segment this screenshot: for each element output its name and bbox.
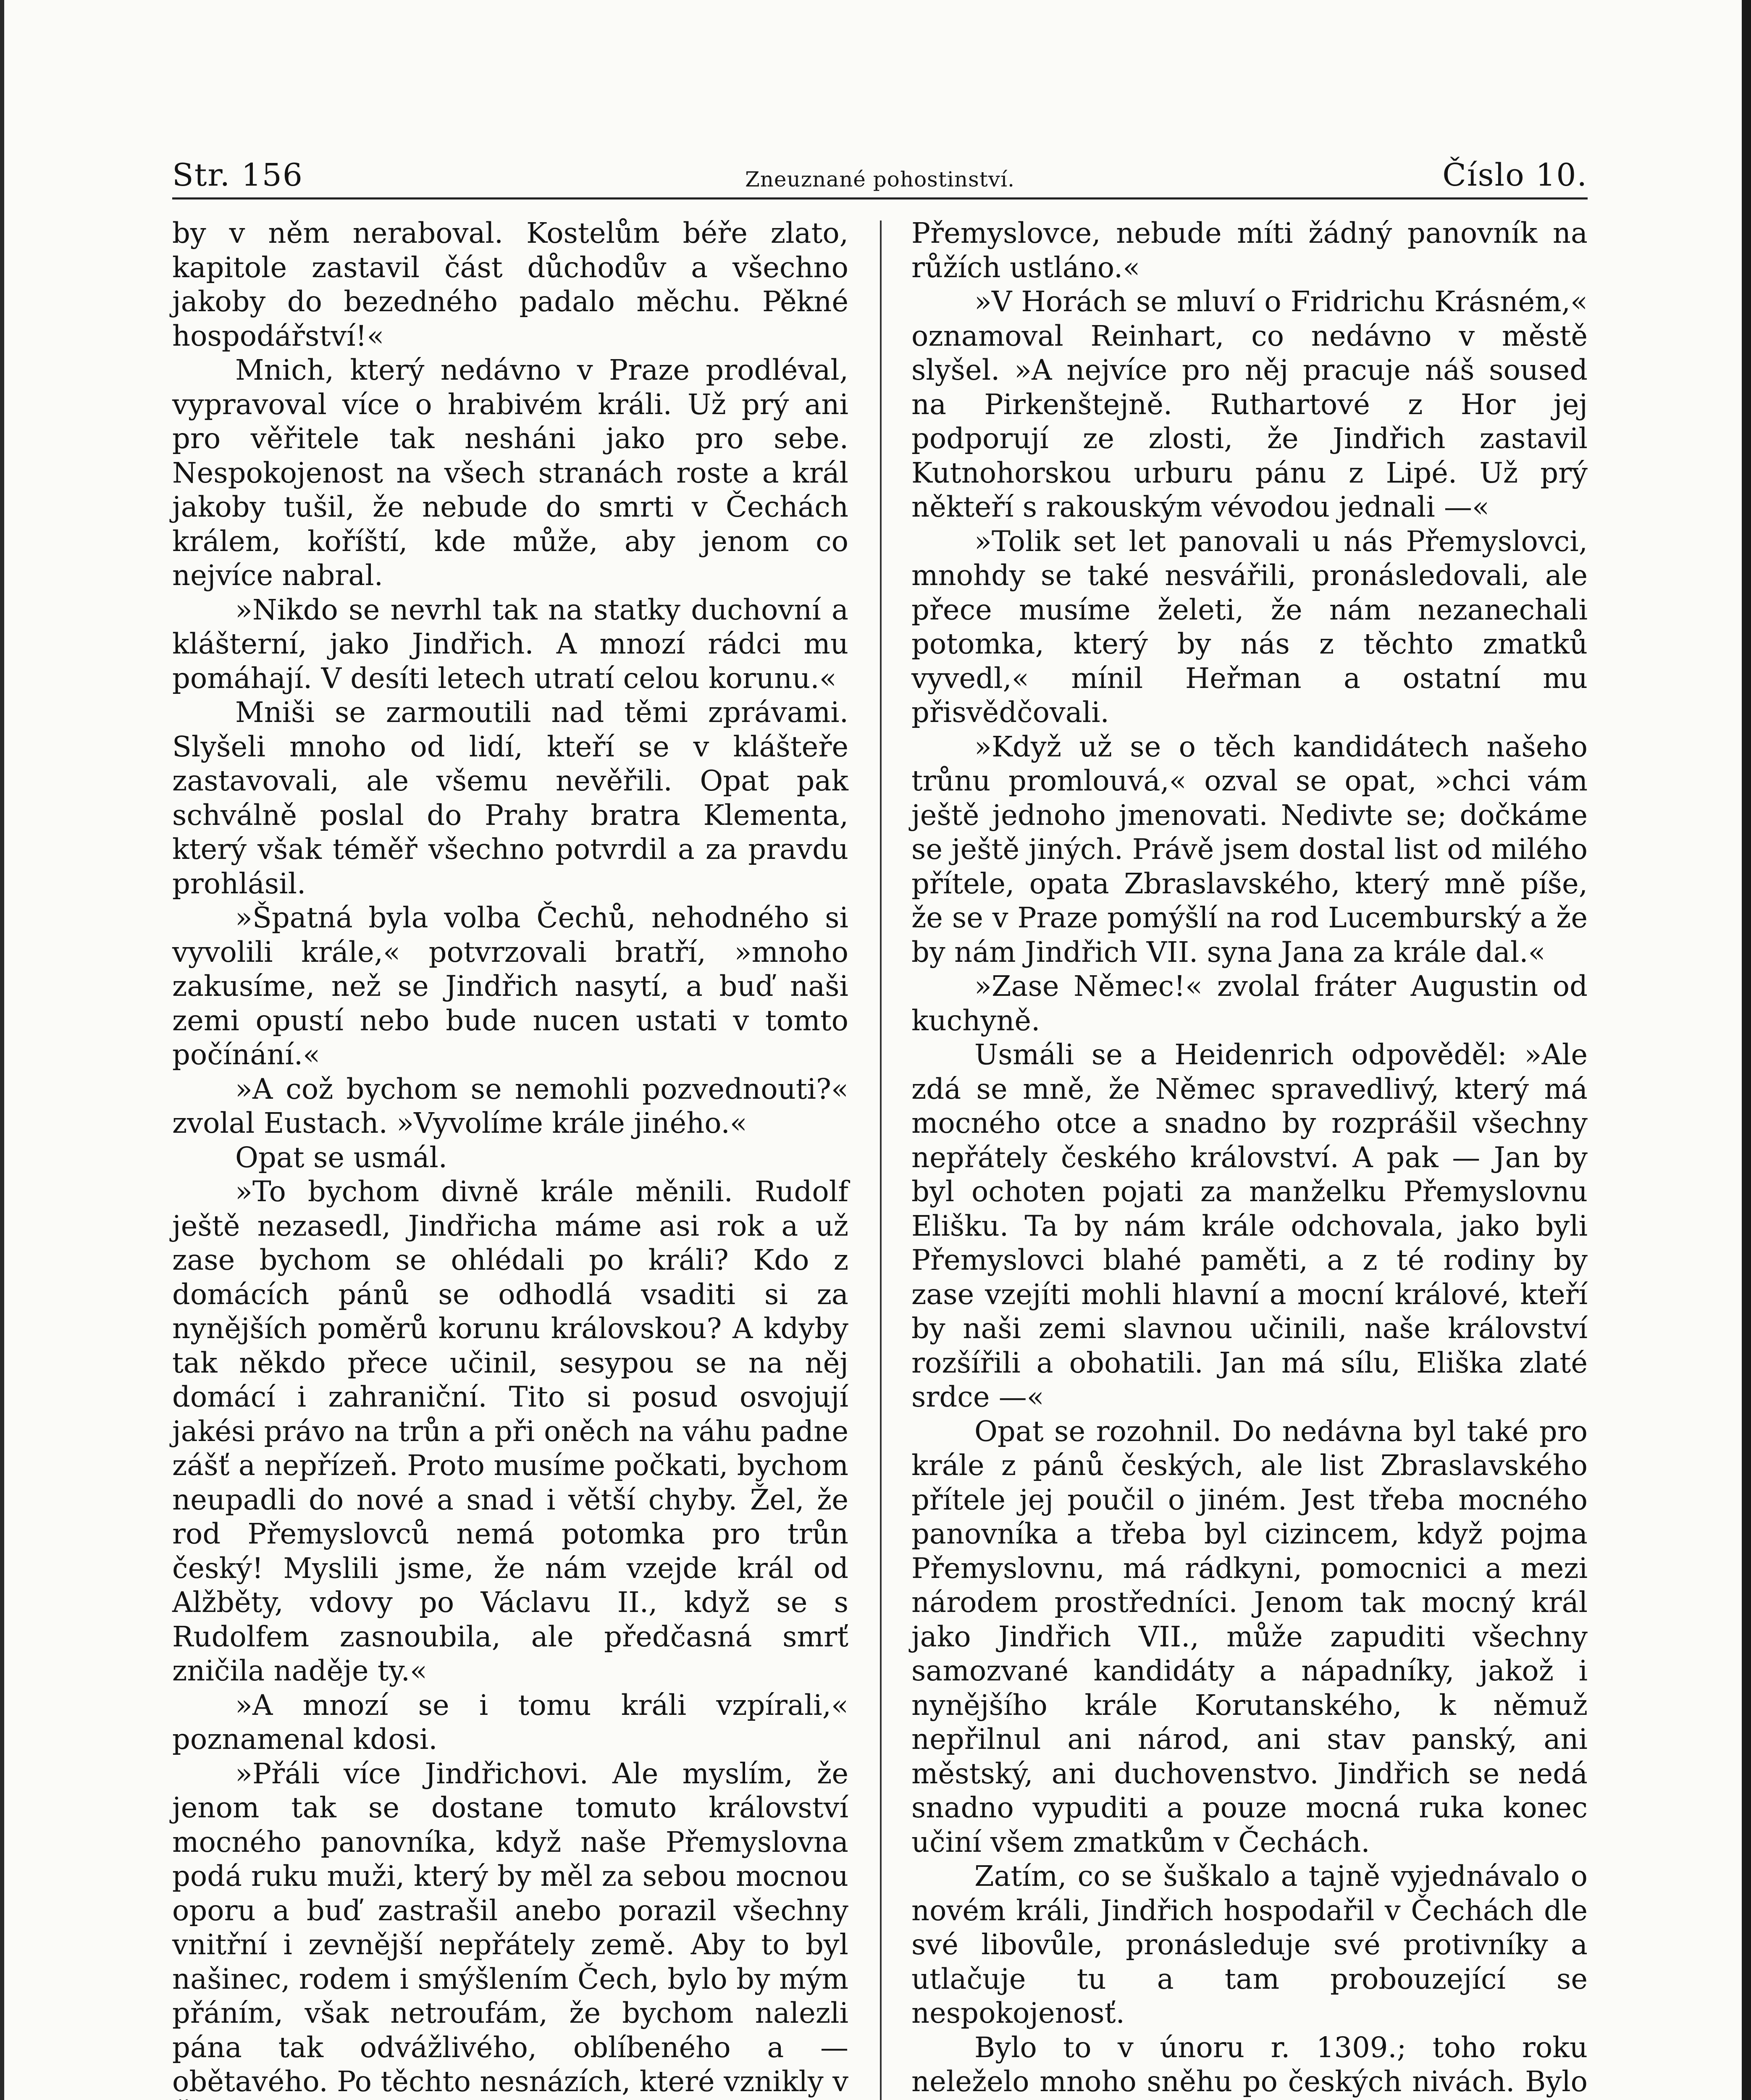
paragraph: »Přáli více Jindřichovi. Ale myslím, že jenom tak se dostane tomuto království mocného panovníka, když naše Přemyslovna podá ruku muži, který by měl za sebou mocnou oporu a buď zastrašil anebo porazil všechny vnitřní i zevnější nepřátely země. Aby to byl našinec, rodem i smýšlením Čech, bylo by mým přáním, však netroufám, že bychom nalezli pána tak odvážlivého, oblíbeného a — obětavého. Po těchto nesnázích, které vznikly v	[172, 1757, 848, 2098]
paragraph: »Špatná byla volba Čechů, nehodného si vyvolili krále,« potvrzovali bratří, »mnoho zakusíme, než se Jindřich nasytí, a buď naši zemi opustí nebo bude nucen ustati v tomto počínání.«	[172, 901, 848, 1071]
paragraph: by v něm neraboval. Kostelům béře zlato, kapitole zastavil část důchodův a všechno jakoby do bezedného padalo měchu. Pěkné hospodářství!«	[172, 217, 848, 352]
page-scan-edge-right	[1742, 0, 1751, 2100]
paragraph: Přemyslovce, nebude míti žádný panovník na růžích ustláno.«	[911, 217, 1588, 284]
page-number: Str. 156	[172, 157, 303, 193]
page	[172, 143, 1588, 2100]
paragraph: Usmáli se a Heidenrich odpověděl: »Ale zdá se mně, že Němec spravedlivý, který má mocného otce a snadno by rozprášil všechny nepřátely českého království. A pak — Jan by byl ochoten pojati za manželku Přemyslovnu Elišku. Ta by nám krále odchovala, jako byli Přemyslovci blahé paměti, a z té rodiny by zase vzejíti mohli hlavní a mocní králové, kteří by naši zemi slavnou učinili, naše království rozšířili a obohatili. Jan má sílu, Eliška zlaté srdce —«	[911, 1038, 1588, 1413]
column-divider	[880, 220, 882, 2100]
paragraph: Opat se rozohnil. Do nedávna byl také pro krále z pánů českých, ale list Zbraslavského přítele jej poučil o jiném. Jest třeba mocného panovníka a třeba byl cizincem, když pojma Přemyslovnu, má rádkyni, pomocnici a mezi národem prostředníci. Jenom tak mocný král jako Jindřich VII., může zapuditi všechny samozvané kandidáty a nápadníky, jakož i nynějšího krále Korutanského, k němuž nepřilnul ani národ, ani stav panský, ani městský, ani duchovenstvo. Jindřich se nedá snadno vypuditi a pouze mocná ruka konec učiní všem zmatkům v Čechách.	[911, 1415, 1588, 1858]
paragraph: Bylo to v únoru r. 1309.; toho roku neleželo mnoho sněhu po českých nivách. Bylo	[911, 2031, 1588, 2098]
right-column	[911, 216, 1588, 2100]
paragraph: »V Horách se mluví o Fridrichu Krásném,« oznamoval Reinhart, co nedávno v městě slyšel. »A nejvíce pro něj pracuje náš soused na Pirkenštejně. Ruthartové z Hor jej podporují ze zlosti, že Jindřich zastavil Kutnohorskou urburu pánu z Lipé. Už prý někteří s rakouským vévodou jednali —«	[911, 285, 1588, 523]
issue-number: Číslo 10.	[1442, 157, 1588, 193]
paragraph: »A mnozí se i tomu králi vzpírali,« poznamenal kdosi.	[172, 1688, 848, 1756]
text-columns	[172, 216, 1588, 2100]
paragraph: Zatím, co se šuškalo a tajně vyjednávalo o novém králi, Jindřich hospodařil v Čechách dle své libovůle, pronásleduje své protivníky a utlačuje tu a tam probouzející se nespokojenosť.	[911, 1860, 1588, 2029]
paragraph: »Nikdo se nevrhl tak na statky duchovní a klášterní, jako Jindřich. A mnozí rádci mu pomáhají. V desíti letech utratí celou korunu.«	[172, 593, 848, 695]
left-column	[172, 216, 848, 2100]
paragraph: »Tolik set let panovali u nás Přemyslovci, mnohdy se také nesvářili, pronásledovali, ale přece musíme želeti, že nám nezanechali potomka, který by nás z těchto zmatků vyvedl,« mínil Heřman a ostatní mu přisvědčovali.	[911, 525, 1588, 729]
running-title: Zneuznané pohostinství.	[745, 167, 1015, 192]
paragraph: »To bychom divně krále měnili. Rudolf ještě nezasedl, Jindřicha máme asi rok a už zase bychom se ohlédali po králi? Kdo z domácích pánů se odhodlá vsaditi si za nynějších poměrů korunu královskou? A kdyby tak někdo přece učinil, sesypou se na něj domácí i zahraniční. Tito si posud osvojují jakési právo na trůn a při oněch na váhu padne zášť a nepřízeň. Proto musíme počkati, bychom neupadli do nové a snad i větší chyby. Žel, že rod Přemyslovců nemá potomka pro trůn český! Myslili jsme, že nám vzejde král od Alžběty, vdovy po Václavu II., když se s Rudolfem zasnoubila, ale předčasná smrť zničila naděje ty.«	[172, 1175, 848, 1687]
paragraph: »Zase Němec!« zvolal fráter Augustin od kuchyně.	[911, 970, 1588, 1037]
paragraph: Mnich, který nedávno v Praze prodléval, vypravoval více o hrabivém králi. Už prý ani pro věřitele tak nesháni jako pro sebe. Nespokojenost na všech stranách roste a král jakoby tušil, že nebude do smrti v Čechách králem, koříští, kde může, aby jenom co nejvíce nabral.	[172, 354, 848, 592]
page-scan-edge-left	[0, 0, 4, 2100]
running-header	[172, 143, 1588, 200]
paragraph: »Když už se o těch kandidátech našeho trůnu promlouvá,« ozval se opat, »chci vám ještě jednoho jmenovati. Nedivte se; dočkáme se ještě jiných. Právě jsem dostal list od milého přítele, opata Zbraslavského, který mně píše, že se v Praze pomýšlí na rod Lucemburský a že by nám Jindřich VII. syna Jana za krále dal.«	[911, 730, 1588, 969]
paragraph: Mniši se zarmoutili nad těmi zprávami. Slyšeli mnoho od lidí, kteří se v klášteře zastavovali, ale všemu nevěřili. Opat pak schválně poslal do Prahy bratra Klementa, který však téměř všechno potvrdil a za pravdu prohlásil.	[172, 696, 848, 900]
paragraph: »A což bychom se nemohli pozvednouti?« zvolal Eustach. »Vyvolíme krále jiného.«	[172, 1072, 848, 1139]
paragraph: Opat se usmál.	[235, 1141, 448, 1174]
